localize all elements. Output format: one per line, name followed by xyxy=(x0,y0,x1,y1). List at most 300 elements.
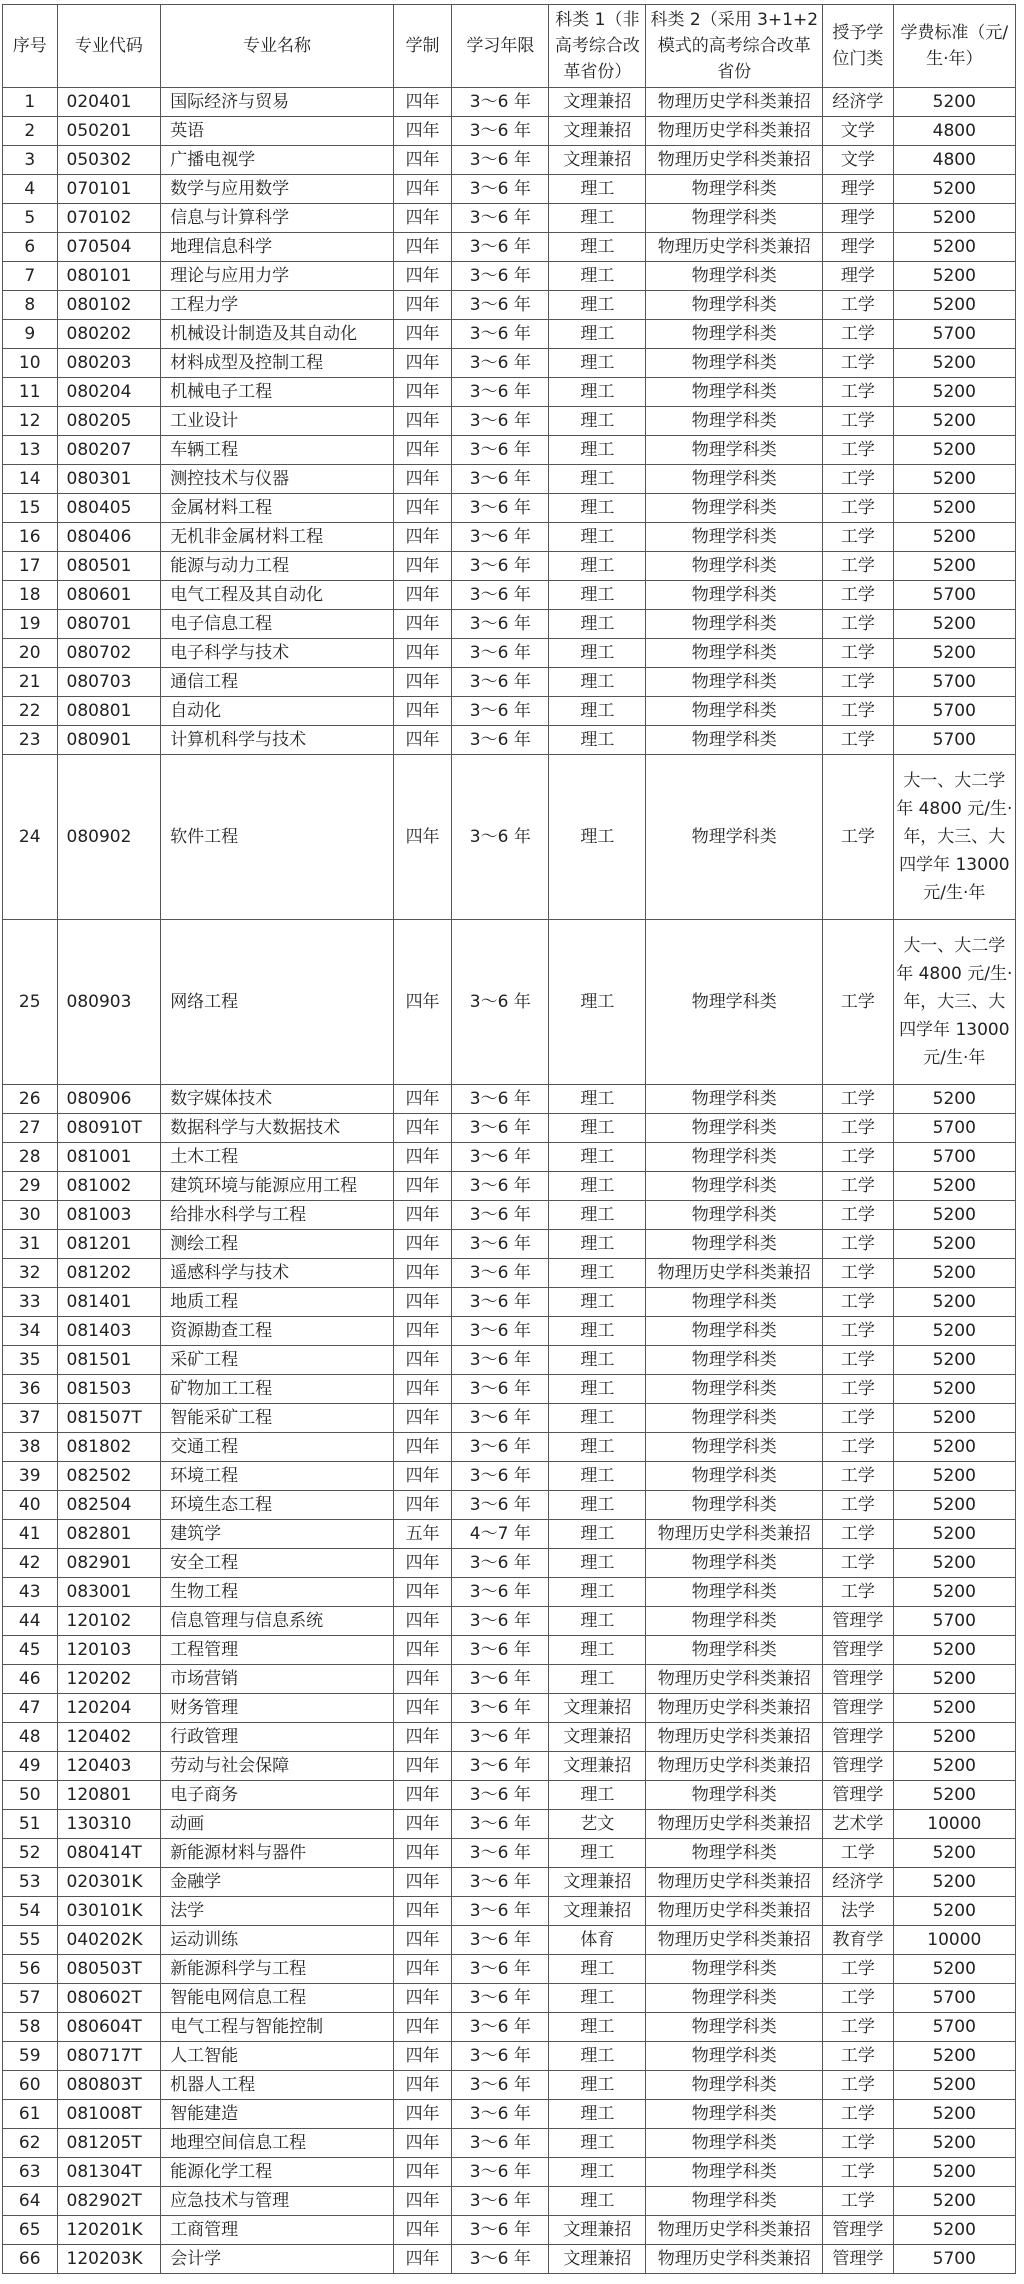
cell-major-code: 081507T xyxy=(57,1404,161,1433)
cell-tuition: 5200 xyxy=(893,1375,1015,1404)
cell-study-years: 3～6 年 xyxy=(452,88,549,117)
cell-major-code: 020301K xyxy=(57,1868,161,1897)
cell-tuition: 5200 xyxy=(893,349,1015,378)
cell-study-years: 3～6 年 xyxy=(452,2245,549,2274)
cell-duration: 四年 xyxy=(393,2013,451,2042)
cell-major-code: 030101K xyxy=(57,1897,161,1926)
cell-category-2: 物理历史学科类兼招 xyxy=(646,1520,823,1549)
cell-degree: 工学 xyxy=(823,1839,893,1868)
cell-major-name: 智能建造 xyxy=(161,2100,394,2129)
cell-degree: 工学 xyxy=(823,1172,893,1201)
cell-degree: 工学 xyxy=(823,610,893,639)
cell-major-name: 电气工程及其自动化 xyxy=(161,581,394,610)
cell-degree: 工学 xyxy=(823,349,893,378)
cell-index: 26 xyxy=(3,1085,58,1114)
cell-duration: 四年 xyxy=(393,1346,451,1375)
cell-major-code: 080801 xyxy=(57,697,161,726)
cell-index: 20 xyxy=(3,639,58,668)
cell-category-1: 理工 xyxy=(549,1114,646,1143)
cell-major-code: 130310 xyxy=(57,1810,161,1839)
table-row xyxy=(3,1114,1016,1143)
cell-index: 11 xyxy=(3,378,58,407)
table-row xyxy=(3,755,1016,920)
cell-study-years: 3～6 年 xyxy=(452,2158,549,2187)
cell-degree: 工学 xyxy=(823,1288,893,1317)
cell-major-code: 070102 xyxy=(57,204,161,233)
cell-duration: 四年 xyxy=(393,2187,451,2216)
cell-study-years: 3～6 年 xyxy=(452,494,549,523)
cell-duration: 四年 xyxy=(393,755,451,920)
cell-duration: 四年 xyxy=(393,1723,451,1752)
cell-index: 48 xyxy=(3,1723,58,1752)
cell-category-2: 物理历史学科类兼招 xyxy=(646,1259,823,1288)
cell-category-1: 文理兼招 xyxy=(549,1868,646,1897)
table-row xyxy=(3,552,1016,581)
cell-duration: 四年 xyxy=(393,1491,451,1520)
cell-category-2: 物理学科类 xyxy=(646,1288,823,1317)
cell-study-years: 3～6 年 xyxy=(452,175,549,204)
cell-category-2: 物理历史学科类兼招 xyxy=(646,1897,823,1926)
cell-tuition: 5200 xyxy=(893,2158,1015,2187)
cell-tuition: 5200 xyxy=(893,1462,1015,1491)
cell-major-name: 理论与应用力学 xyxy=(161,262,394,291)
cell-study-years: 3～6 年 xyxy=(452,1781,549,1810)
cell-degree: 理学 xyxy=(823,204,893,233)
cell-category-1: 理工 xyxy=(549,1375,646,1404)
cell-duration: 四年 xyxy=(393,175,451,204)
cell-category-2: 物理学科类 xyxy=(646,2129,823,2158)
cell-major-code: 080902 xyxy=(57,755,161,920)
cell-major-name: 机器人工程 xyxy=(161,2071,394,2100)
cell-category-2: 物理学科类 xyxy=(646,436,823,465)
cell-study-years: 3～6 年 xyxy=(452,1085,549,1114)
cell-category-2: 物理历史学科类兼招 xyxy=(646,1810,823,1839)
cell-tuition: 5200 xyxy=(893,1259,1015,1288)
cell-category-1: 理工 xyxy=(549,1636,646,1665)
cell-study-years: 3～6 年 xyxy=(452,639,549,668)
cell-major-name: 工程管理 xyxy=(161,1636,394,1665)
cell-major-name: 信息管理与信息系统 xyxy=(161,1607,394,1636)
cell-category-2: 物理学科类 xyxy=(646,1143,823,1172)
cell-major-name: 矿物加工工程 xyxy=(161,1375,394,1404)
cell-duration: 四年 xyxy=(393,117,451,146)
cell-study-years: 3～6 年 xyxy=(452,1433,549,1462)
header-category-1: 科类 1（非高考综合改革省份） xyxy=(549,5,646,88)
cell-duration: 四年 xyxy=(393,88,451,117)
cell-study-years: 3～6 年 xyxy=(452,465,549,494)
cell-category-1: 理工 xyxy=(549,2129,646,2158)
table-row xyxy=(3,1781,1016,1810)
cell-index: 56 xyxy=(3,1955,58,1984)
table-row xyxy=(3,1230,1016,1259)
cell-degree: 工学 xyxy=(823,639,893,668)
cell-tuition: 5700 xyxy=(893,1114,1015,1143)
cell-index: 16 xyxy=(3,523,58,552)
cell-index: 34 xyxy=(3,1317,58,1346)
cell-category-2: 物理学科类 xyxy=(646,697,823,726)
cell-category-1: 理工 xyxy=(549,2042,646,2071)
table-row xyxy=(3,204,1016,233)
cell-tuition: 5200 xyxy=(893,1955,1015,1984)
cell-major-name: 金属材料工程 xyxy=(161,494,394,523)
cell-major-name: 广播电视学 xyxy=(161,146,394,175)
cell-category-2: 物理学科类 xyxy=(646,2158,823,2187)
header-major-code: 专业代码 xyxy=(57,5,161,88)
cell-index: 40 xyxy=(3,1491,58,1520)
cell-degree: 工学 xyxy=(823,668,893,697)
cell-major-name: 运动训练 xyxy=(161,1926,394,1955)
header-study-years: 学习年限 xyxy=(452,5,549,88)
cell-category-1: 理工 xyxy=(549,1549,646,1578)
table-row xyxy=(3,1868,1016,1897)
cell-category-2: 物理学科类 xyxy=(646,581,823,610)
cell-index: 43 xyxy=(3,1578,58,1607)
cell-tuition: 4800 xyxy=(893,117,1015,146)
cell-category-2: 物理历史学科类兼招 xyxy=(646,117,823,146)
cell-index: 37 xyxy=(3,1404,58,1433)
cell-index: 54 xyxy=(3,1897,58,1926)
table-row xyxy=(3,117,1016,146)
table-row xyxy=(3,2042,1016,2071)
cell-index: 47 xyxy=(3,1694,58,1723)
table-row xyxy=(3,523,1016,552)
cell-index: 29 xyxy=(3,1172,58,1201)
cell-major-name: 劳动与社会保障 xyxy=(161,1752,394,1781)
cell-study-years: 3～6 年 xyxy=(452,117,549,146)
cell-category-2: 物理学科类 xyxy=(646,639,823,668)
cell-category-2: 物理历史学科类兼招 xyxy=(646,1665,823,1694)
cell-major-code: 081403 xyxy=(57,1317,161,1346)
cell-degree: 理学 xyxy=(823,233,893,262)
cell-tuition: 5200 xyxy=(893,1317,1015,1346)
table-row xyxy=(3,349,1016,378)
cell-index: 24 xyxy=(3,755,58,920)
table-row xyxy=(3,1520,1016,1549)
cell-tuition: 5200 xyxy=(893,1433,1015,1462)
cell-index: 60 xyxy=(3,2071,58,2100)
cell-major-name: 行政管理 xyxy=(161,1723,394,1752)
cell-degree: 工学 xyxy=(823,552,893,581)
cell-category-1: 理工 xyxy=(549,1665,646,1694)
cell-major-code: 080604T xyxy=(57,2013,161,2042)
cell-study-years: 3～6 年 xyxy=(452,1462,549,1491)
cell-study-years: 3～6 年 xyxy=(452,1549,549,1578)
cell-tuition: 5700 xyxy=(893,668,1015,697)
cell-tuition: 5200 xyxy=(893,1230,1015,1259)
table-row xyxy=(3,262,1016,291)
cell-duration: 四年 xyxy=(393,1955,451,1984)
cell-study-years: 3～6 年 xyxy=(452,378,549,407)
table-row xyxy=(3,1926,1016,1955)
cell-major-code: 081503 xyxy=(57,1375,161,1404)
cell-major-name: 会计学 xyxy=(161,2245,394,2274)
cell-tuition: 5200 xyxy=(893,639,1015,668)
cell-duration: 四年 xyxy=(393,1897,451,1926)
cell-category-1: 文理兼招 xyxy=(549,117,646,146)
cell-category-2: 物理历史学科类兼招 xyxy=(646,1694,823,1723)
cell-major-code: 080501 xyxy=(57,552,161,581)
cell-index: 45 xyxy=(3,1636,58,1665)
cell-major-code: 081001 xyxy=(57,1143,161,1172)
cell-tuition: 5200 xyxy=(893,204,1015,233)
cell-major-name: 数学与应用数学 xyxy=(161,175,394,204)
cell-major-name: 金融学 xyxy=(161,1868,394,1897)
cell-category-1: 理工 xyxy=(549,2071,646,2100)
cell-index: 32 xyxy=(3,1259,58,1288)
cell-category-2: 物理学科类 xyxy=(646,1781,823,1810)
cell-category-2: 物理学科类 xyxy=(646,1346,823,1375)
cell-category-1: 理工 xyxy=(549,1520,646,1549)
cell-major-name: 土木工程 xyxy=(161,1143,394,1172)
cell-study-years: 3～6 年 xyxy=(452,697,549,726)
table-row xyxy=(3,1549,1016,1578)
cell-study-years: 3～6 年 xyxy=(452,349,549,378)
cell-degree: 教育学 xyxy=(823,1926,893,1955)
cell-category-2: 物理历史学科类兼招 xyxy=(646,233,823,262)
cell-category-2: 物理学科类 xyxy=(646,378,823,407)
cell-duration: 四年 xyxy=(393,1665,451,1694)
cell-category-2: 物理学科类 xyxy=(646,2071,823,2100)
cell-category-2: 物理学科类 xyxy=(646,2187,823,2216)
header-degree: 授予学位门类 xyxy=(823,5,893,88)
cell-study-years: 3～6 年 xyxy=(452,233,549,262)
table-row xyxy=(3,1433,1016,1462)
cell-index: 57 xyxy=(3,1984,58,2013)
table-row xyxy=(3,320,1016,349)
cell-index: 28 xyxy=(3,1143,58,1172)
cell-tuition: 5200 xyxy=(893,233,1015,262)
cell-category-1: 理工 xyxy=(549,2100,646,2129)
cell-index: 42 xyxy=(3,1549,58,1578)
cell-index: 1 xyxy=(3,88,58,117)
cell-duration: 四年 xyxy=(393,320,451,349)
cell-degree: 工学 xyxy=(823,2158,893,2187)
cell-index: 21 xyxy=(3,668,58,697)
cell-major-name: 信息与计算科学 xyxy=(161,204,394,233)
cell-duration: 四年 xyxy=(393,436,451,465)
cell-degree: 工学 xyxy=(823,1230,893,1259)
cell-major-name: 网络工程 xyxy=(161,920,394,1085)
cell-tuition: 5200 xyxy=(893,262,1015,291)
header-major-name: 专业名称 xyxy=(161,5,394,88)
cell-category-2: 物理历史学科类兼招 xyxy=(646,1868,823,1897)
cell-duration: 四年 xyxy=(393,1201,451,1230)
cell-category-2: 物理学科类 xyxy=(646,1375,823,1404)
cell-major-name: 新能源材料与器件 xyxy=(161,1839,394,1868)
cell-study-years: 3～6 年 xyxy=(452,1491,549,1520)
cell-major-code: 120202 xyxy=(57,1665,161,1694)
cell-major-code: 120204 xyxy=(57,1694,161,1723)
cell-degree: 管理学 xyxy=(823,1781,893,1810)
cell-major-code: 080910T xyxy=(57,1114,161,1143)
cell-duration: 四年 xyxy=(393,1404,451,1433)
cell-index: 3 xyxy=(3,146,58,175)
table-row xyxy=(3,2129,1016,2158)
cell-degree: 工学 xyxy=(823,2013,893,2042)
cell-major-code: 080406 xyxy=(57,523,161,552)
cell-category-1: 理工 xyxy=(549,378,646,407)
cell-category-1: 文理兼招 xyxy=(549,1752,646,1781)
cell-index: 31 xyxy=(3,1230,58,1259)
cell-duration: 四年 xyxy=(393,1868,451,1897)
cell-major-code: 081003 xyxy=(57,1201,161,1230)
cell-category-1: 理工 xyxy=(549,523,646,552)
cell-study-years: 3～6 年 xyxy=(452,1839,549,1868)
cell-category-1: 理工 xyxy=(549,262,646,291)
cell-major-name: 电气工程与智能控制 xyxy=(161,2013,394,2042)
cell-duration: 四年 xyxy=(393,494,451,523)
header-duration: 学制 xyxy=(393,5,451,88)
cell-index: 53 xyxy=(3,1868,58,1897)
cell-study-years: 3～6 年 xyxy=(452,1143,549,1172)
cell-major-code: 083001 xyxy=(57,1578,161,1607)
cell-degree: 工学 xyxy=(823,465,893,494)
cell-duration: 四年 xyxy=(393,1462,451,1491)
table-row xyxy=(3,2245,1016,2274)
cell-major-name: 市场营销 xyxy=(161,1665,394,1694)
cell-category-2: 物理学科类 xyxy=(646,1607,823,1636)
cell-tuition: 5200 xyxy=(893,552,1015,581)
cell-major-code: 081401 xyxy=(57,1288,161,1317)
cell-major-name: 机械设计制造及其自动化 xyxy=(161,320,394,349)
cell-index: 27 xyxy=(3,1114,58,1143)
cell-duration: 四年 xyxy=(393,1636,451,1665)
cell-degree: 工学 xyxy=(823,1085,893,1114)
cell-degree: 工学 xyxy=(823,291,893,320)
cell-duration: 四年 xyxy=(393,1317,451,1346)
table-row xyxy=(3,175,1016,204)
cell-degree: 工学 xyxy=(823,2100,893,2129)
table-row xyxy=(3,1636,1016,1665)
cell-index: 9 xyxy=(3,320,58,349)
cell-category-2: 物理学科类 xyxy=(646,726,823,755)
cell-duration: 四年 xyxy=(393,552,451,581)
cell-major-name: 建筑学 xyxy=(161,1520,394,1549)
cell-category-2: 物理历史学科类兼招 xyxy=(646,1926,823,1955)
cell-index: 30 xyxy=(3,1201,58,1230)
cell-degree: 工学 xyxy=(823,1259,893,1288)
cell-tuition: 5200 xyxy=(893,1520,1015,1549)
cell-index: 44 xyxy=(3,1607,58,1636)
cell-degree: 管理学 xyxy=(823,1607,893,1636)
cell-duration: 四年 xyxy=(393,2071,451,2100)
cell-category-2: 物理学科类 xyxy=(646,262,823,291)
cell-degree: 工学 xyxy=(823,581,893,610)
cell-tuition: 5200 xyxy=(893,436,1015,465)
cell-degree: 工学 xyxy=(823,436,893,465)
cell-category-1: 理工 xyxy=(549,349,646,378)
cell-major-code: 080203 xyxy=(57,349,161,378)
cell-study-years: 3～6 年 xyxy=(452,1984,549,2013)
cell-major-name: 交通工程 xyxy=(161,1433,394,1462)
cell-study-years: 3～6 年 xyxy=(452,1288,549,1317)
cell-tuition: 5700 xyxy=(893,2013,1015,2042)
cell-tuition: 5200 xyxy=(893,1085,1015,1114)
cell-major-name: 生物工程 xyxy=(161,1578,394,1607)
table-row xyxy=(3,1955,1016,1984)
cell-tuition: 5700 xyxy=(893,1607,1015,1636)
cell-major-code: 080602T xyxy=(57,1984,161,2013)
cell-index: 10 xyxy=(3,349,58,378)
cell-major-name: 软件工程 xyxy=(161,755,394,920)
cell-major-name: 建筑环境与能源应用工程 xyxy=(161,1172,394,1201)
cell-index: 39 xyxy=(3,1462,58,1491)
cell-degree: 经济学 xyxy=(823,1868,893,1897)
table-row xyxy=(3,2013,1016,2042)
table-row xyxy=(3,494,1016,523)
cell-duration: 五年 xyxy=(393,1520,451,1549)
cell-major-code: 120402 xyxy=(57,1723,161,1752)
cell-study-years: 3～6 年 xyxy=(452,552,549,581)
cell-major-name: 电子商务 xyxy=(161,1781,394,1810)
cell-study-years: 3～6 年 xyxy=(452,407,549,436)
cell-major-name: 电子信息工程 xyxy=(161,610,394,639)
table-row xyxy=(3,1346,1016,1375)
cell-major-name: 数据科学与大数据技术 xyxy=(161,1114,394,1143)
cell-category-1: 理工 xyxy=(549,320,646,349)
cell-study-years: 3～6 年 xyxy=(452,1201,549,1230)
cell-category-2: 物理学科类 xyxy=(646,204,823,233)
cell-category-1: 理工 xyxy=(549,668,646,697)
cell-tuition: 5200 xyxy=(893,1172,1015,1201)
cell-duration: 四年 xyxy=(393,726,451,755)
cell-category-1: 理工 xyxy=(549,726,646,755)
cell-duration: 四年 xyxy=(393,1926,451,1955)
cell-category-1: 理工 xyxy=(549,920,646,1085)
cell-study-years: 3～6 年 xyxy=(452,1665,549,1694)
cell-major-name: 车辆工程 xyxy=(161,436,394,465)
cell-degree: 工学 xyxy=(823,920,893,1085)
cell-category-1: 文理兼招 xyxy=(549,2245,646,2274)
cell-duration: 四年 xyxy=(393,610,451,639)
cell-category-2: 物理学科类 xyxy=(646,552,823,581)
cell-category-1: 理工 xyxy=(549,755,646,920)
cell-category-2: 物理学科类 xyxy=(646,1984,823,2013)
cell-major-code: 080102 xyxy=(57,291,161,320)
cell-duration: 四年 xyxy=(393,378,451,407)
cell-duration: 四年 xyxy=(393,1781,451,1810)
cell-degree: 工学 xyxy=(823,378,893,407)
cell-major-name: 能源与动力工程 xyxy=(161,552,394,581)
cell-category-2: 物理学科类 xyxy=(646,1433,823,1462)
cell-category-2: 物理历史学科类兼招 xyxy=(646,1752,823,1781)
cell-study-years: 3～6 年 xyxy=(452,1694,549,1723)
cell-tuition: 5200 xyxy=(893,1346,1015,1375)
table-row xyxy=(3,88,1016,117)
cell-duration: 四年 xyxy=(393,291,451,320)
cell-category-2: 物理历史学科类兼招 xyxy=(646,2245,823,2274)
cell-major-name: 自动化 xyxy=(161,697,394,726)
cell-major-name: 动画 xyxy=(161,1810,394,1839)
cell-index: 15 xyxy=(3,494,58,523)
cell-duration: 四年 xyxy=(393,1984,451,2013)
cell-category-2: 物理学科类 xyxy=(646,1085,823,1114)
cell-duration: 四年 xyxy=(393,1694,451,1723)
cell-degree: 管理学 xyxy=(823,2216,893,2245)
table-row xyxy=(3,1201,1016,1230)
cell-major-name: 国际经济与贸易 xyxy=(161,88,394,117)
table-row xyxy=(3,1694,1016,1723)
cell-category-1: 理工 xyxy=(549,2013,646,2042)
cell-degree: 工学 xyxy=(823,1346,893,1375)
cell-category-1: 文理兼招 xyxy=(549,1897,646,1926)
cell-degree: 工学 xyxy=(823,2187,893,2216)
cell-category-2: 物理学科类 xyxy=(646,1839,823,1868)
cell-duration: 四年 xyxy=(393,204,451,233)
header-row xyxy=(3,5,1016,88)
cell-study-years: 3～6 年 xyxy=(452,146,549,175)
cell-study-years: 3～6 年 xyxy=(452,1346,549,1375)
